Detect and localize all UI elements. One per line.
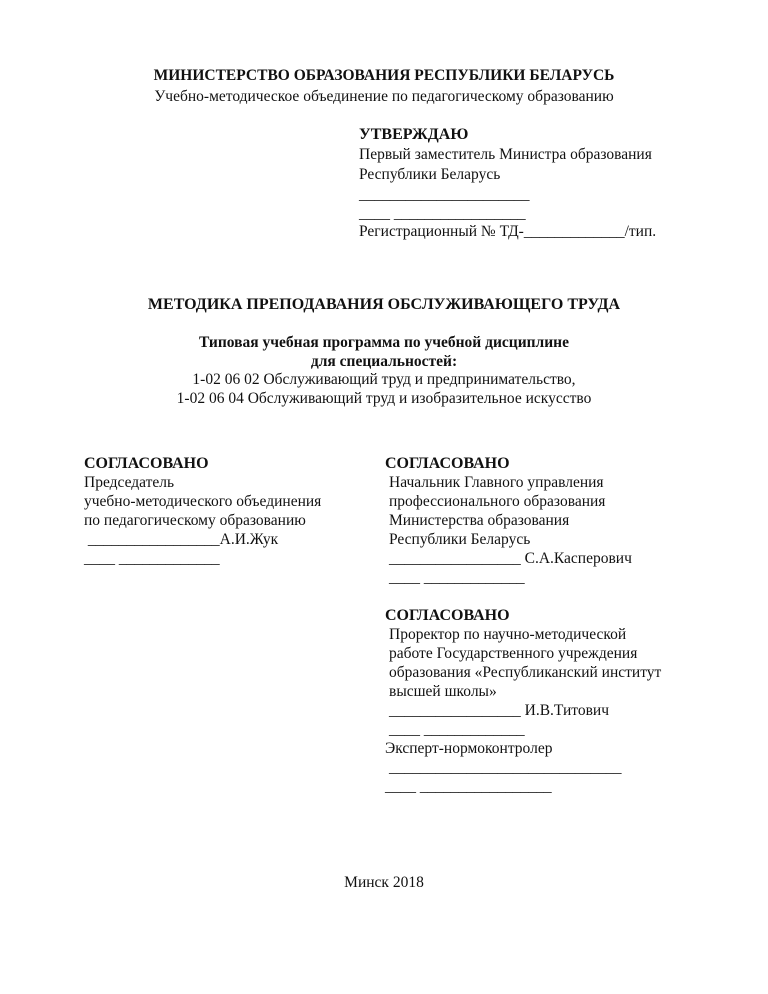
agreed-left-line-2: учебно-методического объединения [84,493,322,510]
approval-country: Республики Беларусь [359,166,501,183]
specialty-2: 1-02 06 04 Обслуживающий труд и изобразительное искусство [176,390,592,407]
agreed-left-title: СОГЛАСОВАНО [84,455,209,472]
agreed-left-date-line: ____ _____________ [84,550,220,567]
document-subtitle-1: Типовая учебная программа по учебной дисциплине [198,334,569,351]
expert-title: Эксперт-нормоконтролер [385,740,553,757]
agreed-right1-line-2: профессионального образования [389,493,606,510]
agreed-right1-signature-line: _________________ С.А.Касперович [389,550,632,567]
agreed-right2-line-1: Проректор по научно-методической [389,626,627,643]
agreed-right1-date-line: ____ _____________ [389,569,525,586]
specialty-1: 1-02 06 02 Обслуживающий труд и предпринимательство, [192,371,576,388]
agreed-right1-line-1: Начальник Главного управления [389,474,604,491]
agreed-right1-line-4: Республики Беларусь [389,531,531,548]
agreed-right2-line-3: образования «Республиканский институт [389,664,662,681]
agreed-right1-line-3: Министерства образования [389,512,570,529]
document-title: МЕТОДИКА ПРЕПОДАВАНИЯ ОБСЛУЖИВАЮЩЕГО ТРУДА [147,296,621,313]
registration-number: Регистрационный № ТД-_____________/тип. [359,223,657,240]
association-subheading: Учебно-методическое объединение по педагогическому образованию [154,88,614,105]
approval-position: Первый заместитель Министра образования [359,146,652,163]
agreed-right2-line-2: работе Государственного учреждения [389,645,638,662]
agreed-right2-date-line: ____ _____________ [389,721,525,738]
document-subtitle-2: для специальностей: [310,353,458,370]
ministry-heading: МИНИСТЕРСТВО ОБРАЗОВАНИЯ РЕСПУБЛИКИ БЕЛАРУСЬ [153,67,615,84]
agreed-right1-title: СОГЛАСОВАНО [385,455,510,472]
agreed-right2-line-4: высшей школы» [389,683,497,700]
agreed-right2-signature-line: _________________ И.В.Титович [389,702,610,719]
approval-title: УТВЕРЖДАЮ [359,126,469,143]
agreed-right2-title: СОГЛАСОВАНО [385,607,510,624]
approval-signature-line: ______________________ [359,186,530,203]
agreed-left-line-3: по педагогическому образованию [84,512,306,529]
agreed-left-line-1: Председатель [84,474,175,491]
expert-date-line: ____ _________________ [385,778,552,795]
approval-date-line: ____ _________________ [359,205,526,222]
city-year: Минск 2018 [344,874,424,891]
expert-signature-line: ______________________________ [389,759,622,776]
agreed-left-signature-line: _________________А.И.Жук [84,531,279,548]
